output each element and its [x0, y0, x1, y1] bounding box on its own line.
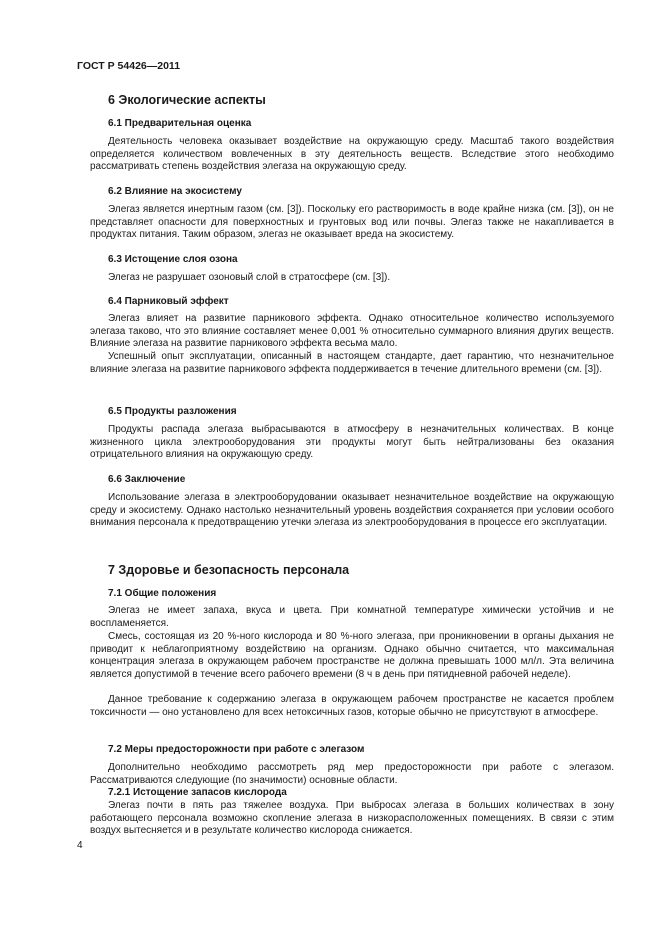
- section-6-6-title: 6.6 Заключение: [108, 474, 186, 485]
- section-6-3-title: 6.3 Истощение слоя озона: [108, 254, 238, 265]
- section-7-2-title: 7.2 Меры предосторожности при работе с элегазом: [108, 744, 365, 755]
- section-7-1-paragraph-3: Данное требование к содержанию элегаза в окружающем рабочем пространстве не касается проблем токсичности — оно установлено для всех нетоксичных газов, которые обычно не присутствуют в атмосфере.: [90, 694, 614, 718]
- section-6-5-title: 6.5 Продукты разложения: [108, 406, 237, 417]
- section-7-1-paragraph-2: Смесь, состоящая из 20 %-ного кислорода и 80 %-ного элегаза, при проникновении в органы дыхания не приводит к неблагоприятному воздействию на организм. Однако обычно считается, что максимальная концентрация элегаза в окружающем рабочем пространстве не должна превышать 1000 мл/л. Эта величина является допустимой в течение всего рабочего времени (8 ч в день при пятидневной рабочей неделе).: [90, 631, 614, 680]
- section-6-1-title: 6.1 Предварительная оценка: [108, 118, 252, 129]
- section-6-3-paragraph: Элегаз не разрушает озоновый слой в стратосфере (см. [3]).: [108, 272, 391, 283]
- section-6-4-paragraph-1: Элегаз влияет на развитие парникового эффекта. Однако относительное количество используемого элегаза таково, что это влияние составляет менее 0,001 % относительно суммарного влияния других веществ. Влияние элегаза на развитие парникового эффекта весьма мало.: [90, 313, 614, 350]
- section-6-4-title: 6.4 Парниковый эффект: [108, 296, 229, 307]
- section-6-title: 6 Экологические аспекты: [108, 93, 266, 107]
- section-7-title: 7 Здоровье и безопасность персонала: [108, 563, 350, 577]
- page-number: 4: [77, 840, 83, 851]
- section-6-1-paragraph: Деятельность человека оказывает воздействие на окружающую среду. Масштаб такого воздействия определяется количеством вовлеченных в эту деятельность веществ. Вследствие этого необходимо рассматривать степень воздействия элегаза на окружающую среду.: [90, 136, 614, 173]
- section-7-2-1-title: 7.2.1 Истощение запасов кислорода: [108, 787, 287, 798]
- section-6-6-paragraph: Использование элегаза в электрооборудовании оказывает незначительное воздействие на окружающую среду и экосистему. Однако настолько незначительный уровень воздействия сохраняется при условии особого внимания персонала к предотвращению утечки элегаза из электрооборудования в процессе его эксплуатации.: [90, 492, 614, 529]
- section-6-2-paragraph: Элегаз является инертным газом (см. [3]). Поскольку его растворимость в воде крайне низка (см. [3]), он не представляет опасности для поверхностных и грунтовых вод или почвы. Элегаз также не накапливается в продуктах питания. Таким образом, элегаз не оказывает вреда на экосистему.: [90, 204, 614, 241]
- standard-header: ГОСТ Р 54426—2011: [77, 60, 181, 72]
- section-7-1-title: 7.1 Общие положения: [108, 588, 217, 599]
- section-7-2-paragraph: Дополнительно необходимо рассмотреть ряд мер предосторожности при работе с элегазом. Рассматриваются следующие (по значимости) основные области.: [90, 762, 614, 786]
- section-7-2-1-paragraph: Элегаз почти в пять раз тяжелее воздуха. При выбросах элегаза в больших количествах в зону работающего персонала возможно скопление элегаза в низкорасположенных помещениях. В связи с этим воздух вытесняется и в результате количество кислорода снижается.: [90, 800, 614, 837]
- section-6-2-title: 6.2 Влияние на экосистему: [108, 186, 242, 197]
- section-6-5-paragraph: Продукты распада элегаза выбрасываются в атмосферу в незначительных количествах. В конце жизненного цикла электрооборудования эти продукты могут быть нейтрализованы без оказания отрицательного влияния на окружающую среду.: [90, 424, 614, 461]
- section-6-4-paragraph-2: Успешный опыт эксплуатации, описанный в настоящем стандарте, дает гарантию, что незначительное влияние элегаза на развитие парникового эффекта поддерживается в течение длительного времени (см. [3]).: [90, 351, 614, 375]
- section-7-1-paragraph-1: Элегаз не имеет запаха, вкуса и цвета. При комнатной температуре химически устойчив и не воспламеняется.: [90, 605, 614, 629]
